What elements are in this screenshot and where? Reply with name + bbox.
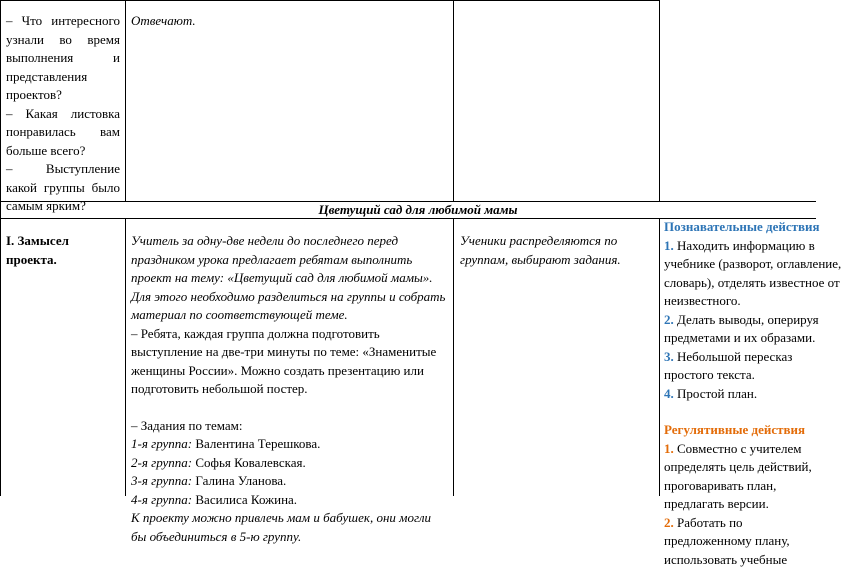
cognitive-item-3: 3. Небольшой пересказ простого текста. — [664, 348, 814, 385]
students-activity: Ученики распределяются по группам, выбирают задания. — [460, 232, 652, 269]
group-topic: Галина Уланова. — [195, 473, 286, 488]
group-line-3 — [131, 472, 449, 491]
group-label: 2-я группа: — [131, 455, 192, 470]
question-1: – Что интересного узнали во время выполнения и представления проектов? — [6, 12, 120, 105]
group-topic: Софья Ковалевская. — [195, 455, 305, 470]
uud-column — [664, 218, 816, 496]
teacher-note: К проекту можно привлечь мам и бабушек, они могли бы объединиться в 5-ю группу. — [131, 509, 449, 546]
col2-divider-lower — [453, 218, 454, 496]
teacher-intro: Учитель за одну-две недели до последнего перед праздником урока предлагает ребятам выполнить проект на тему: «Цветущий сад для любимой мамы». Для этого необходимо разделиться на группы и собрать материал по соответствующей теме. — [131, 232, 449, 325]
group-topic: Василиса Кожина. — [195, 492, 297, 507]
cognitive-title: Познавательные действия — [664, 218, 854, 237]
col1-divider — [125, 0, 126, 201]
teacher-task-text: – Ребята, каждая группа должна подготовить выступление на две-три минуты по теме: «Знаменитые женщины России». Можно создать презентацию или подготовить небольшой постер. — [131, 325, 449, 399]
regulative-item-2: 2. Работать по предложенному плану, использовать учебные — [664, 514, 824, 569]
reflection-questions — [6, 12, 120, 216]
col2-divider — [453, 0, 454, 201]
group-label: 4-я группа: — [131, 492, 192, 507]
stage-name: I. Замысел проекта. — [6, 232, 118, 269]
group-line-1 — [131, 435, 449, 454]
section-title: Цветущий сад для любимой мамы — [0, 201, 816, 218]
group-topic: Валентина Терешкова. — [195, 436, 320, 451]
teacher-activity — [131, 232, 449, 546]
col1-divider-lower — [125, 218, 126, 496]
cognitive-item-4: 4. Простой план. — [664, 385, 854, 404]
cognitive-item-1: 1. Находить информацию в учебнике (разворот, оглавление, словарь), отделять известное от неизвестного. — [664, 237, 854, 311]
question-2: – Какая листовка понравилась вам больше всего? — [6, 105, 120, 161]
col3-divider — [659, 0, 660, 201]
col3-divider-lower — [659, 218, 660, 496]
regulative-item-1: 1. Совместно с учителем определять цель действий, проговаривать план, предлагать версии. — [664, 440, 824, 514]
group-label: 1-я группа: — [131, 436, 192, 451]
regulative-title: Регулятивные действия — [664, 421, 854, 440]
group-line-2 — [131, 454, 449, 473]
question-3: – Выступление какой группы было самым ярким? — [6, 160, 120, 216]
group-line-4 — [131, 491, 449, 510]
group-label: 3-я группа: — [131, 473, 192, 488]
table-top-border — [0, 0, 660, 1]
cognitive-item-2: 2. Делать выводы, оперируя предметами и их образами. — [664, 311, 854, 348]
left-border — [0, 0, 1, 496]
answer-text: Отвечают. — [131, 12, 446, 31]
tasks-title: – Задания по темам: — [131, 417, 449, 436]
